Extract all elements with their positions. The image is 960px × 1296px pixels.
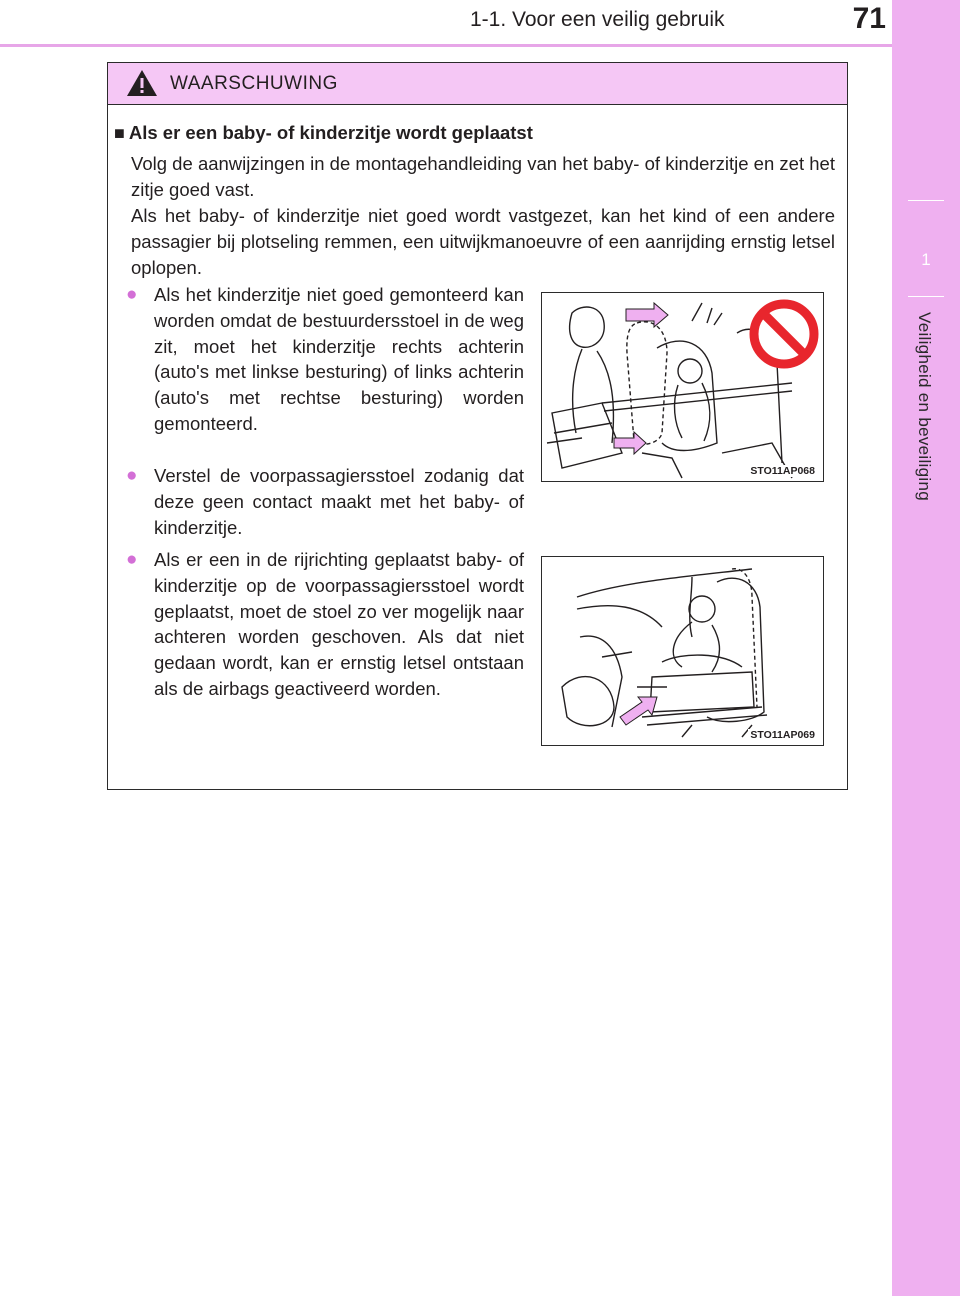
intro-line-2: Als het baby- of kinderzitje niet goed wordt vastgezet, kan het kind of een andere passagier bij plotseling remmen, een uitwijkmanoeuvre of een aanrijding ernstig letsel oplopen. (131, 205, 835, 278)
figure-code: STO11AP068 (750, 465, 815, 477)
tab-divider (908, 200, 944, 201)
figure-rear-seat-child-seat (541, 292, 824, 482)
chapter-side-tab (892, 0, 960, 1296)
chapter-number: 1 (921, 250, 931, 269)
tab-divider (908, 296, 944, 297)
prohibited-icon (754, 304, 814, 364)
section-heading (114, 122, 533, 144)
bullet-item (126, 282, 524, 437)
bullet-item (126, 547, 524, 702)
section-label: Veiligheid en beveiliging (915, 312, 934, 501)
warning-triangle-icon (126, 69, 158, 97)
bullet-text: Verstel de voorpassagiersstoel zodanig dat deze geen contact maakt met het baby- of kinderzitje. (154, 465, 524, 538)
header-rule (0, 44, 892, 47)
heading-square-marker: ■ (114, 123, 125, 143)
intro-paragraph (131, 151, 835, 281)
page-header-title: 1-1. Voor een veilig gebruik (470, 8, 725, 31)
bullet-text: Als er een in de rijrichting geplaatst baby- of kinderzitje op de voorpassagiersstoel wordt geplaatst, moet de stoel zo ver mogelijk naar achteren worden geschoven. Als dat niet gedaan wordt, kan er ernstig letsel ontstaan als de airbags geactiveerd worden. (154, 549, 524, 699)
bullet-marker: ● (126, 549, 138, 570)
warning-box (107, 62, 848, 790)
bullet-marker: ● (126, 465, 138, 486)
bullet-text: Als het kinderzitje niet goed gemonteerd kan worden omdat de bestuurdersstoel in de weg zit, moet het kinderzitje rechts achterin (auto's met linkse besturing) of links achterin (auto's met rechtse besturing) worden gemonteerd. (154, 284, 524, 434)
bullet-item (126, 463, 524, 540)
figure-front-seat-child-seat (541, 556, 824, 746)
bullet-marker: ● (126, 284, 138, 305)
figure-code: STO11AP069 (750, 729, 815, 741)
page-number: 71 (852, 2, 886, 35)
illustration-driver-seat-conflict (542, 293, 823, 481)
section-heading-text: Als er een baby- of kinderzitje wordt geplaatst (128, 122, 533, 143)
warning-header (108, 63, 847, 105)
intro-line-1: Volg de aanwijzingen in de montagehandleiding van het baby- of kinderzitje en zet het zitje goed vast. (131, 153, 835, 200)
warning-title: WAARSCHUWING (170, 73, 338, 94)
illustration-seat-moved-back (542, 557, 823, 745)
